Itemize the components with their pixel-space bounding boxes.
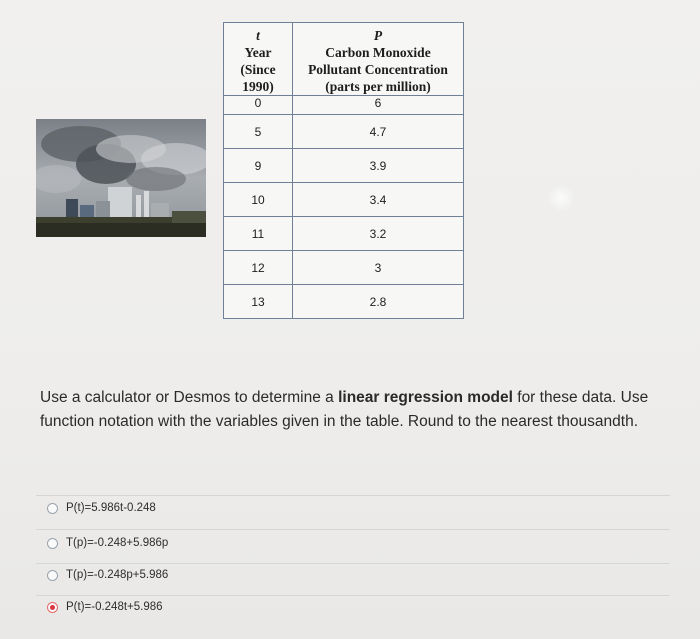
- cell-t: 9: [224, 149, 293, 183]
- question-text-start: Use a calculator or Desmos to determine a: [40, 389, 339, 406]
- cell-p: 6: [293, 96, 464, 115]
- variable-t: t: [256, 28, 260, 43]
- header-concentration-line-3: (parts per million): [325, 79, 431, 94]
- question-text: [40, 386, 660, 434]
- divider: [36, 563, 670, 564]
- header-year-line-1: Year: [244, 45, 272, 60]
- answer-option-selected[interactable]: [47, 597, 163, 617]
- data-table: [223, 22, 464, 319]
- table-header-row: [224, 23, 464, 96]
- radio-button[interactable]: [47, 538, 58, 549]
- table-row: [224, 96, 464, 115]
- divider: [36, 595, 670, 596]
- cell-t: 10: [224, 183, 293, 217]
- header-concentration: [293, 23, 464, 96]
- table-row: [224, 251, 464, 285]
- table-row: [224, 183, 464, 217]
- radio-button-selected[interactable]: [47, 602, 58, 613]
- cell-p: 3: [293, 251, 464, 285]
- divider: [36, 495, 670, 496]
- cell-t: 11: [224, 217, 293, 251]
- cell-p: 3.2: [293, 217, 464, 251]
- radio-button[interactable]: [47, 570, 58, 581]
- cell-t: 0: [224, 96, 293, 115]
- question-text-end: for these data. Use function notation with the variables given in the table. Round to the nearest thousandth.: [40, 389, 649, 430]
- cell-t: 13: [224, 285, 293, 319]
- divider: [36, 529, 670, 530]
- screen-glare: [548, 185, 574, 211]
- answer-option-label: P(t)=5.986t-0.248: [66, 502, 156, 514]
- answer-option-label: T(p)=-0.248p+5.986: [66, 569, 169, 581]
- power-plant-image: [36, 119, 206, 237]
- radio-button[interactable]: [47, 503, 58, 514]
- cell-p: 3.9: [293, 149, 464, 183]
- table-row: [224, 149, 464, 183]
- table-row: [224, 285, 464, 319]
- table-row: [224, 217, 464, 251]
- header-year-line-3: 1990): [242, 79, 274, 94]
- cell-p: 3.4: [293, 183, 464, 217]
- header-year: [224, 23, 293, 96]
- answer-option-label: P(t)=-0.248t+5.986: [66, 601, 163, 613]
- cell-t: 5: [224, 115, 293, 149]
- answer-option[interactable]: [47, 498, 156, 518]
- header-year-line-2: (Since: [240, 62, 276, 77]
- answer-option-label: T(p)=-0.248+5.986p: [66, 537, 169, 549]
- table-row: [224, 115, 464, 149]
- header-concentration-line-2: Pollutant Concentration: [308, 62, 448, 77]
- answer-option[interactable]: [47, 533, 168, 553]
- cell-p: 2.8: [293, 285, 464, 319]
- cell-t: 12: [224, 251, 293, 285]
- variable-p: P: [373, 28, 383, 43]
- answer-option[interactable]: [47, 565, 168, 585]
- question-text-bold: linear regression model: [338, 389, 513, 406]
- header-concentration-line-1: Carbon Monoxide: [325, 45, 431, 60]
- cell-p: 4.7: [293, 115, 464, 149]
